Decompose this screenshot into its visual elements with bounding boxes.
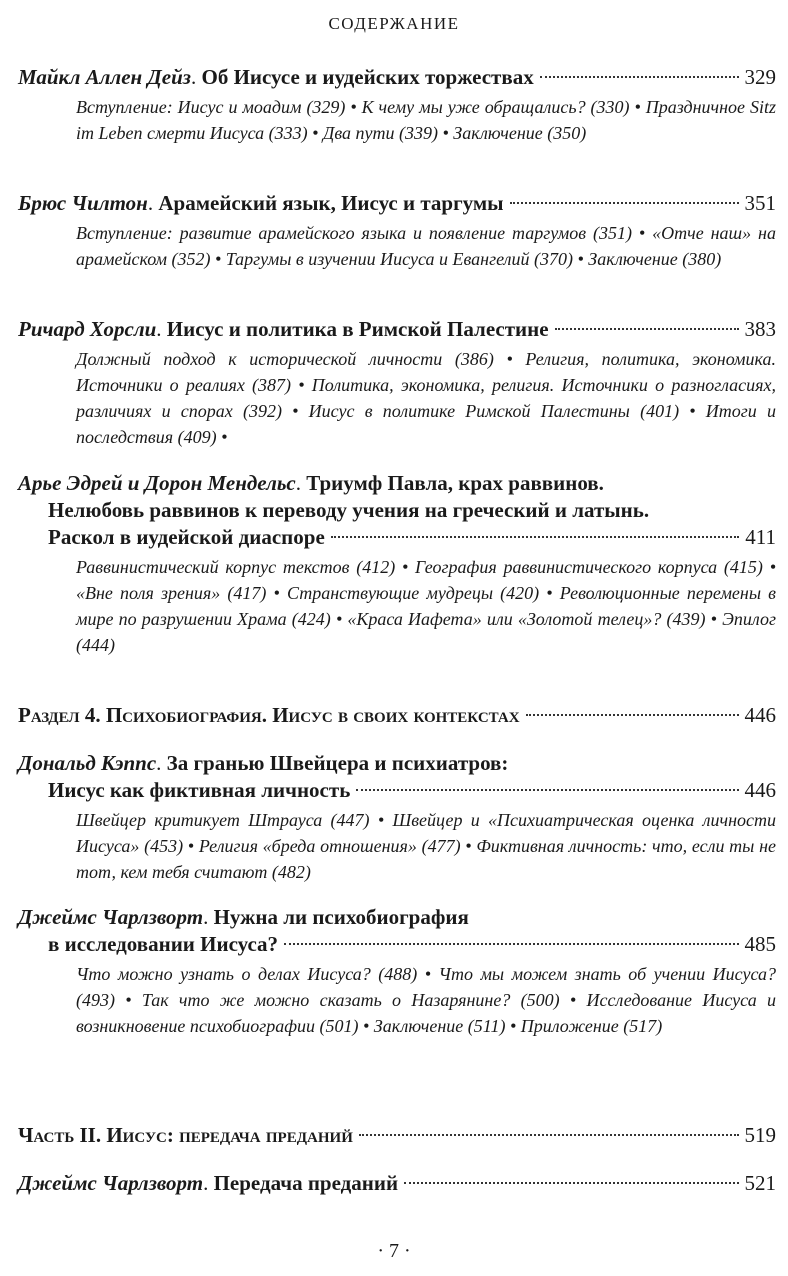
page-number: 521 — [744, 1171, 776, 1195]
entry-author: Джеймс Чарлзворт — [18, 905, 204, 929]
dot-leader — [510, 202, 739, 204]
section-heading — [18, 702, 776, 729]
dot-leader — [359, 1134, 739, 1136]
entry-author: Джеймс Чарлзворт — [18, 1171, 204, 1195]
page-number: 446 — [744, 778, 776, 802]
page-number: 485 — [744, 932, 776, 956]
page-number: 329 — [744, 65, 776, 89]
toc-entry — [18, 1170, 776, 1197]
entry-author: Дональд Кэппс — [18, 751, 157, 775]
toc-heading-line — [18, 524, 776, 551]
page-number: 446 — [744, 703, 776, 727]
entry-title: Передача преданий — [213, 1171, 399, 1195]
entry-author: Брюс Чилтон — [18, 191, 148, 215]
toc-entry: Арье Эдрей и Дорон Мендельс. Триумф Павла, крах раввинов. Нелюбовь раввинов к переводу учения на греческий и латынь. Раскол в иудейской диаспоре 411 Раввинистический корпус текстов (412) • География раввинистического корпуса (415) • «Вне поля зрения» (417) • Странствующие мудрецы (420) • Революционные перемены в мире по разрушении Храма (424) • «Краса Иафета» или «Золотой телец»? (439) • Эпилог (444) — [18, 470, 776, 658]
entry-subsections: Швейцер критикует Штрауса (447) • Швейцер и «Психиатрическая оценка личности Иисуса» (453) • Религия «бреда отношения» (477) • Фиктивная личность: что, если ты не тот, кем тебя считают (482) — [76, 810, 776, 882]
entry-subsections: Вступление: развитие арамейского языка и появление таргумов (351) • «Отче наш» на арамейском (352) • Таргумы в изучении Иисуса и Евангелий (370) • Заключение (380) — [76, 223, 776, 269]
entry-subsections: Что можно узнать о делах Иисуса? (488) • Что мы можем знать об учении Иисуса? (493) • Так что же можно сказать о Назарянине? (500) • Исследование Иисуса и возникновение психобиографии (501) • Заключение (511) • Приложение (517) — [76, 964, 776, 1036]
toc-heading-line: Майкл Аллен Дейз. Об Иисусе и иудейских торжествах 329 — [18, 65, 776, 89]
entry-title-line-2: в исследовании Иисуса? — [48, 932, 279, 956]
dot-leader — [284, 943, 738, 945]
page-number: 519 — [744, 1123, 776, 1147]
entry-subsections: Раввинистический корпус текстов (412) • География раввинистического корпуса (415) • «Вне поля зрения» (417) • Странствующие мудрецы (420) • Революционные перемены в мире по разрушении Храма (424) • «Краса Иафета» или «Золотой телец»? (439) • Эпилог (444) — [76, 557, 776, 655]
dot-leader — [540, 76, 739, 78]
toc-heading-line: Ричард Хорсли. Иисус и политика в Римской Палестине 383 — [18, 317, 776, 341]
entry-title-line-1: Нужна ли психобиография — [213, 905, 469, 929]
toc-heading-line: Брюс Чилтон. Арамейский язык, Иисус и таргумы 351 — [18, 191, 776, 215]
entry-title: Об Иисусе и иудейских торжествах — [201, 65, 534, 89]
toc-heading-line — [18, 931, 776, 958]
toc-entry — [18, 190, 776, 272]
page-folio: · 7 · — [377, 1240, 411, 1262]
entry-title-line-1: За гранью Швейцера и психиатров: — [166, 751, 509, 775]
entry-title-line-2: Нелюбовь раввинов к переводу учения на греческий и латынь. — [48, 498, 650, 522]
entry-author: Майкл Аллен Дейз — [18, 65, 191, 89]
toc-heading-line: Джеймс Чарлзворт. Передача преданий 521 — [18, 1171, 776, 1195]
page-number: 383 — [744, 317, 776, 341]
part-heading — [18, 1122, 776, 1149]
entry-author: Арье Эдрей и Дорон Мендельс — [18, 471, 296, 495]
toc-heading-line — [18, 777, 776, 804]
dot-leader — [331, 536, 739, 538]
entry-title: Иисус и политика в Римской Палестине — [166, 317, 549, 341]
entry-title-line-1: Триумф Павла, крах раввинов. — [306, 471, 604, 495]
running-head: СОДЕРЖАНИЕ — [328, 14, 460, 33]
entry-title-line-3: Раскол в иудейской диаспоре — [48, 525, 325, 549]
page-number: 351 — [744, 191, 776, 215]
entry-title-line-2: Иисус как фиктивная личность — [48, 778, 351, 802]
dot-leader — [356, 789, 738, 791]
entry-title: Арамейский язык, Иисус и таргумы — [158, 191, 504, 215]
entry-subsections: Вступление: Иисус и моадим (329) • К чему мы уже обращались? (330) • Праздничное Sitz im Leben смерти Иисуса (333) • Два пути (339) • Заключение (350) — [76, 97, 776, 143]
dot-leader — [404, 1182, 738, 1184]
toc-entry: Дональд Кэппс. За гранью Швейцера и психиатров: Иисус как фиктивная личность 446 Швейцер критикует Штрауса (447) • Швейцер и «Психиатрическая оценка личности Иисуса» (453) • Религия «бреда отношения» (477) • Фиктивная личность: что, если ты не тот, кем тебя считают (482) — [18, 750, 776, 885]
toc-entry: Джеймс Чарлзворт. Нужна ли психобиография в исследовании Иисуса? 485 Что можно узнать о делах Иисуса? (488) • Что мы можем знать об учении Иисуса? (493) • Так что же можно сказать о Назарянине? (500) • Исследование Иисуса и возникновение психобиографии (501) • Заключение (511) • Приложение (517) — [18, 904, 776, 1039]
page-number: 411 — [745, 525, 776, 549]
entry-author: Ричард Хорсли — [18, 317, 157, 341]
section-title: Раздел 4. Психобиография. Иисус в своих контекстах — [18, 703, 520, 727]
entry-subsections: Должный подход к исторической личности (386) • Религия, политика, экономика. Источники о реалиях (387) • Политика, экономика, религия. Источники о разногласиях, различиях и спорах (392) • Иисус в политике Римской Палестины (401) • Итоги и последствия (409) • — [76, 349, 776, 447]
toc-entry — [18, 64, 776, 146]
toc-entry — [18, 316, 776, 450]
dot-leader — [555, 328, 739, 330]
dot-leader — [526, 714, 739, 716]
part-title: Часть II. Иисус: передача преданий — [18, 1123, 353, 1147]
